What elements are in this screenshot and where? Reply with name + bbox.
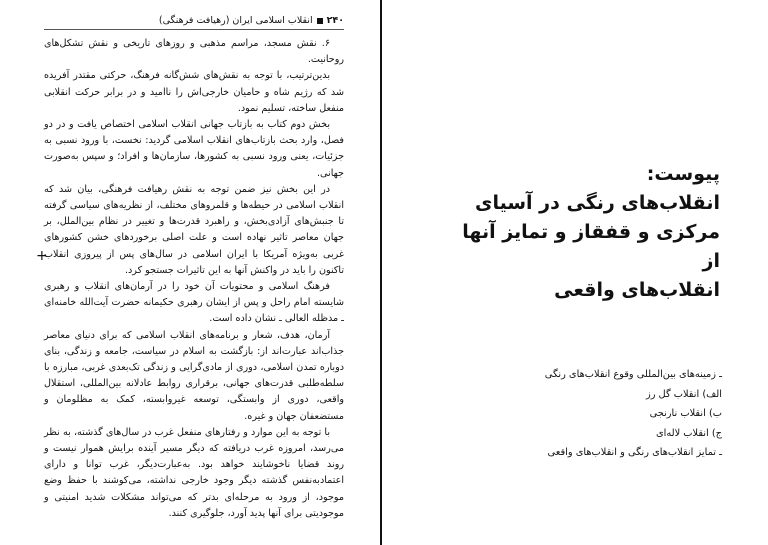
contents-item: الف) انقلاب گل رز — [645, 388, 722, 400]
body-paragraph: بدین‌ترتیب، با توجه به نقش‌های شش‌گانه فرهنگ، حرکتی مقتدر آفریده شد که رژیم شاه و حامیان خارجی‌اش را ناامید و در برابر حرکت انقلابی منفعل ساخته، تسلیم نمود. — [44, 70, 344, 114]
contents-item: ـ زمینه‌های بین‌المللی وقوع انقلاب‌های رنگی — [544, 369, 722, 380]
body-paragraph: در این بخش نیز ضمن توجه به نقش رهیافت فرهنگی، بیان شد که انقلاب اسلامی در حیطه‌ها و قلمروهای مختلف، از نظریه‌های سیاسی گرفته تا جنبش‌های آزادی‌بخش، و راهبرد قدرت‌ها و تغییر در نظام بین‌الملل، بر جهان معاصر تاثیر نهاده است و علت اصلی برخوردهای خشن کشورهای غربی به‌ویژه آمریکا با ایران اسلامی در سال‌های پس از پیروزی انقلاب تاکنون را باید در واکنش آنها به این تاثیرات جستجو کرد. — [44, 183, 344, 276]
body-paragraph: با توجه به این موارد و رفتارهای منفعل غرب در سال‌های گذشته، به نظر می‌رسد، امروزه غرب دریافته که دیگر مسیر آینده برایش هموار نیست و روند قضایا ناخوشایند خواهد بود. به‌عبارت‌دیگر، غرب توانا و دارای اعتمادبه‌نفس گذشته دیگر وجود خارجی نداشته، می‌کوشند با حفظ وضع موجود، از ورود به مرحله‌ای بدتر که می‌تواند مشکلات شدید امنیتی و موجودیتی برای آنها پدید آورد، جلوگیری کنند. — [44, 426, 344, 519]
appendix-contents — [532, 365, 722, 463]
appendix-title-line: انقلاب‌های رنگی در آسیای — [475, 192, 720, 214]
appendix-title — [442, 160, 720, 305]
margin-plus-mark: + — [36, 248, 48, 264]
header-square-icon — [317, 18, 323, 24]
page-number: ۲۴۰ — [326, 15, 344, 26]
running-title: انقلاب اسلامی ایران (رهیافت فرهنگی) — [158, 15, 313, 26]
left-page — [0, 0, 382, 545]
appendix-title-line: مرکزی و قفقاز و تمایز آنها از — [462, 221, 720, 272]
body-text — [44, 36, 344, 522]
contents-item: ـ تمایز انقلاب‌های رنگی و انقلاب‌های واقعی — [547, 447, 722, 458]
appendix-title-line: پیوست: — [646, 163, 720, 185]
appendix-title-line: انقلاب‌های واقعی — [554, 279, 720, 301]
body-paragraph: آرمان، هدف، شعار و برنامه‌های انقلاب اسلامی که برای دنیای معاصر جذاب‌اند عبارت‌اند از: بازگشت به اسلام در سیاست، جامعه و زندگی، بنای دوباره تمدن اسلامی، دوری از مادی‌گرایی و زندگی تک‌بعدی غربی، مبارزه با سلطه‌طلبی قدرت‌های جهانی، برقراری روابط عادلانه بین‌المللی، استقلال واقعی، دوری از وابستگی، توسعه غیروابسته، کمک به مظلومان و مستضعفان جهان و غیره. — [44, 329, 344, 422]
contents-item: ب) انقلاب نارنجی — [649, 408, 722, 419]
body-paragraph: ۶. نقش مسجد، مراسم مذهبی و روزهای تاریخی و نقش تشکل‌های روحانیت. — [44, 38, 344, 66]
right-page — [382, 0, 768, 545]
body-paragraph: فرهنگ اسلامی و محتویات آن خود را در آرمان‌های انقلاب و رهبری شایسته امام راحل و پس از ایشان رهبری حکیمانه حضرت آیت‌الله خامنه‌ای ـ مدظله العالی ـ نشان داده است. — [44, 281, 344, 325]
contents-item: ج) انقلاب لاله‌ای — [655, 427, 722, 439]
body-paragraph: بخش دوم کتاب به بازتاب جهانی انقلاب اسلامی اختصاص یافت و در دو فصل، وارد بحث بازتاب‌های انقلاب اسلامی گردید: نخست، با ورود نسبی به جزئیات، یعنی ورود نسبی به کشورها، سازمان‌ها و افراد؛ و سپس به‌صورت جهانی. — [44, 119, 344, 179]
running-header — [44, 13, 344, 30]
